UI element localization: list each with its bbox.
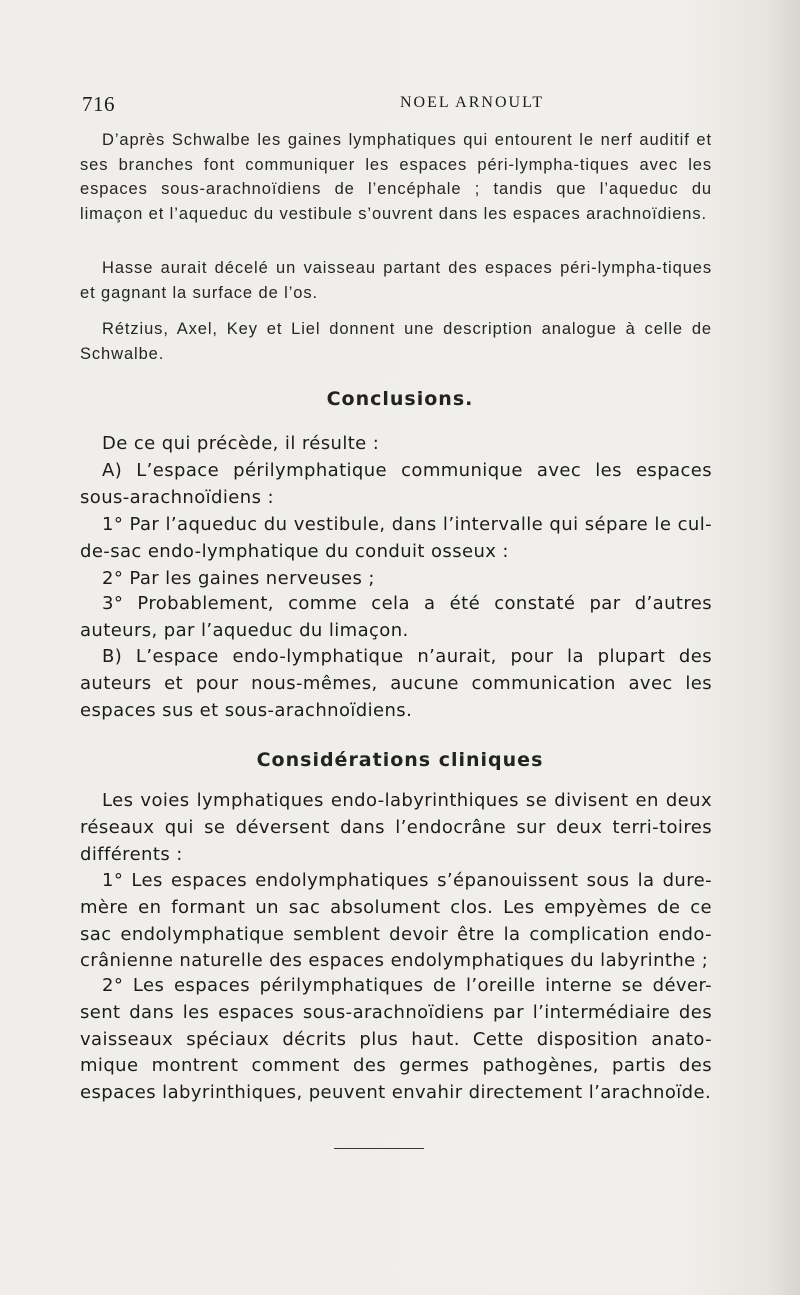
page-header — [82, 92, 722, 116]
section-heading-conclusions: Conclusions. — [326, 388, 474, 410]
consideration-1: 1° Les espaces endolymphatiques s’épanouissent sous la dure-mère en formant un sac absolument clos. Les empyèmes de ce sac endolymphatique semblent devoir être la complication endo-crânienne naturelle des espaces endolymphatiques du labyrinthe ; — [80, 870, 712, 972]
conclusion-b: B) L’espace endo-lymphatique n’aurait, pour la plupart des auteurs et pour nous-mêmes, aucune communication avec les espaces sus et sous-arachnoïdiens. — [80, 646, 712, 721]
consideration-intro: Les voies lymphatiques endo-labyrinthiques se divisent en deux réseaux qui se déversent dans l’endocrâne sur deux terri-toires différents : — [80, 790, 712, 865]
paragraph-retzius: Rétzius, Axel, Key et Liel donnent une description analogue à celle de Schwalbe. — [80, 320, 712, 363]
page-number: 716 — [82, 92, 115, 116]
conclusion-a: A) L’espace périlymphatique communique avec les espaces sous-arachnoïdiens : — [80, 460, 712, 508]
conclusion-intro: De ce qui précède, il résulte : — [102, 433, 380, 454]
conclusion-1: 1° Par l’aqueduc du vestibule, dans l’intervalle qui sépare le cul-de-sac endo-lymphatique du conduit osseux : — [80, 514, 712, 562]
section-heading-considerations: Considérations cliniques — [256, 749, 544, 771]
conclusion-3: 3° Probablement, comme cela a été constaté par d’autres auteurs, par l’aqueduc du limaçon. — [80, 593, 712, 641]
conclusion-2: 2° Par les gaines nerveuses ; — [102, 568, 375, 589]
paragraph-schwalbe: D’après Schwalbe les gaines lymphatiques qui entourent le nerf auditif et ses branches font communiquer les espaces péri-lympha-tiques avec les espaces sous-arachnoïdiens de l’encéphale ; tandis que l’aqueduc du limaçon et l’aqueduc du vestibule s’ouvrent dans les espaces arachnoïdiens. — [80, 131, 712, 224]
running-head: NOEL ARNOULT — [400, 94, 545, 111]
paragraph-hasse: Hasse aurait décelé un vaisseau partant des espaces péri-lympha-tiques et gagnant la surface de l’os. — [80, 259, 712, 302]
closing-rule — [334, 1148, 424, 1149]
consideration-2: 2° Les espaces périlymphatiques de l’oreille interne se déver-sent dans les espaces sous-arachnoïdiens par l’intermédiaire des vaisseaux spéciaux décrits plus haut. Cette disposition anato-mique montrent comment des germes pathogènes, partis des espaces labyrinthiques, peuvent envahir directement l’arachnoïde. — [80, 975, 712, 1104]
